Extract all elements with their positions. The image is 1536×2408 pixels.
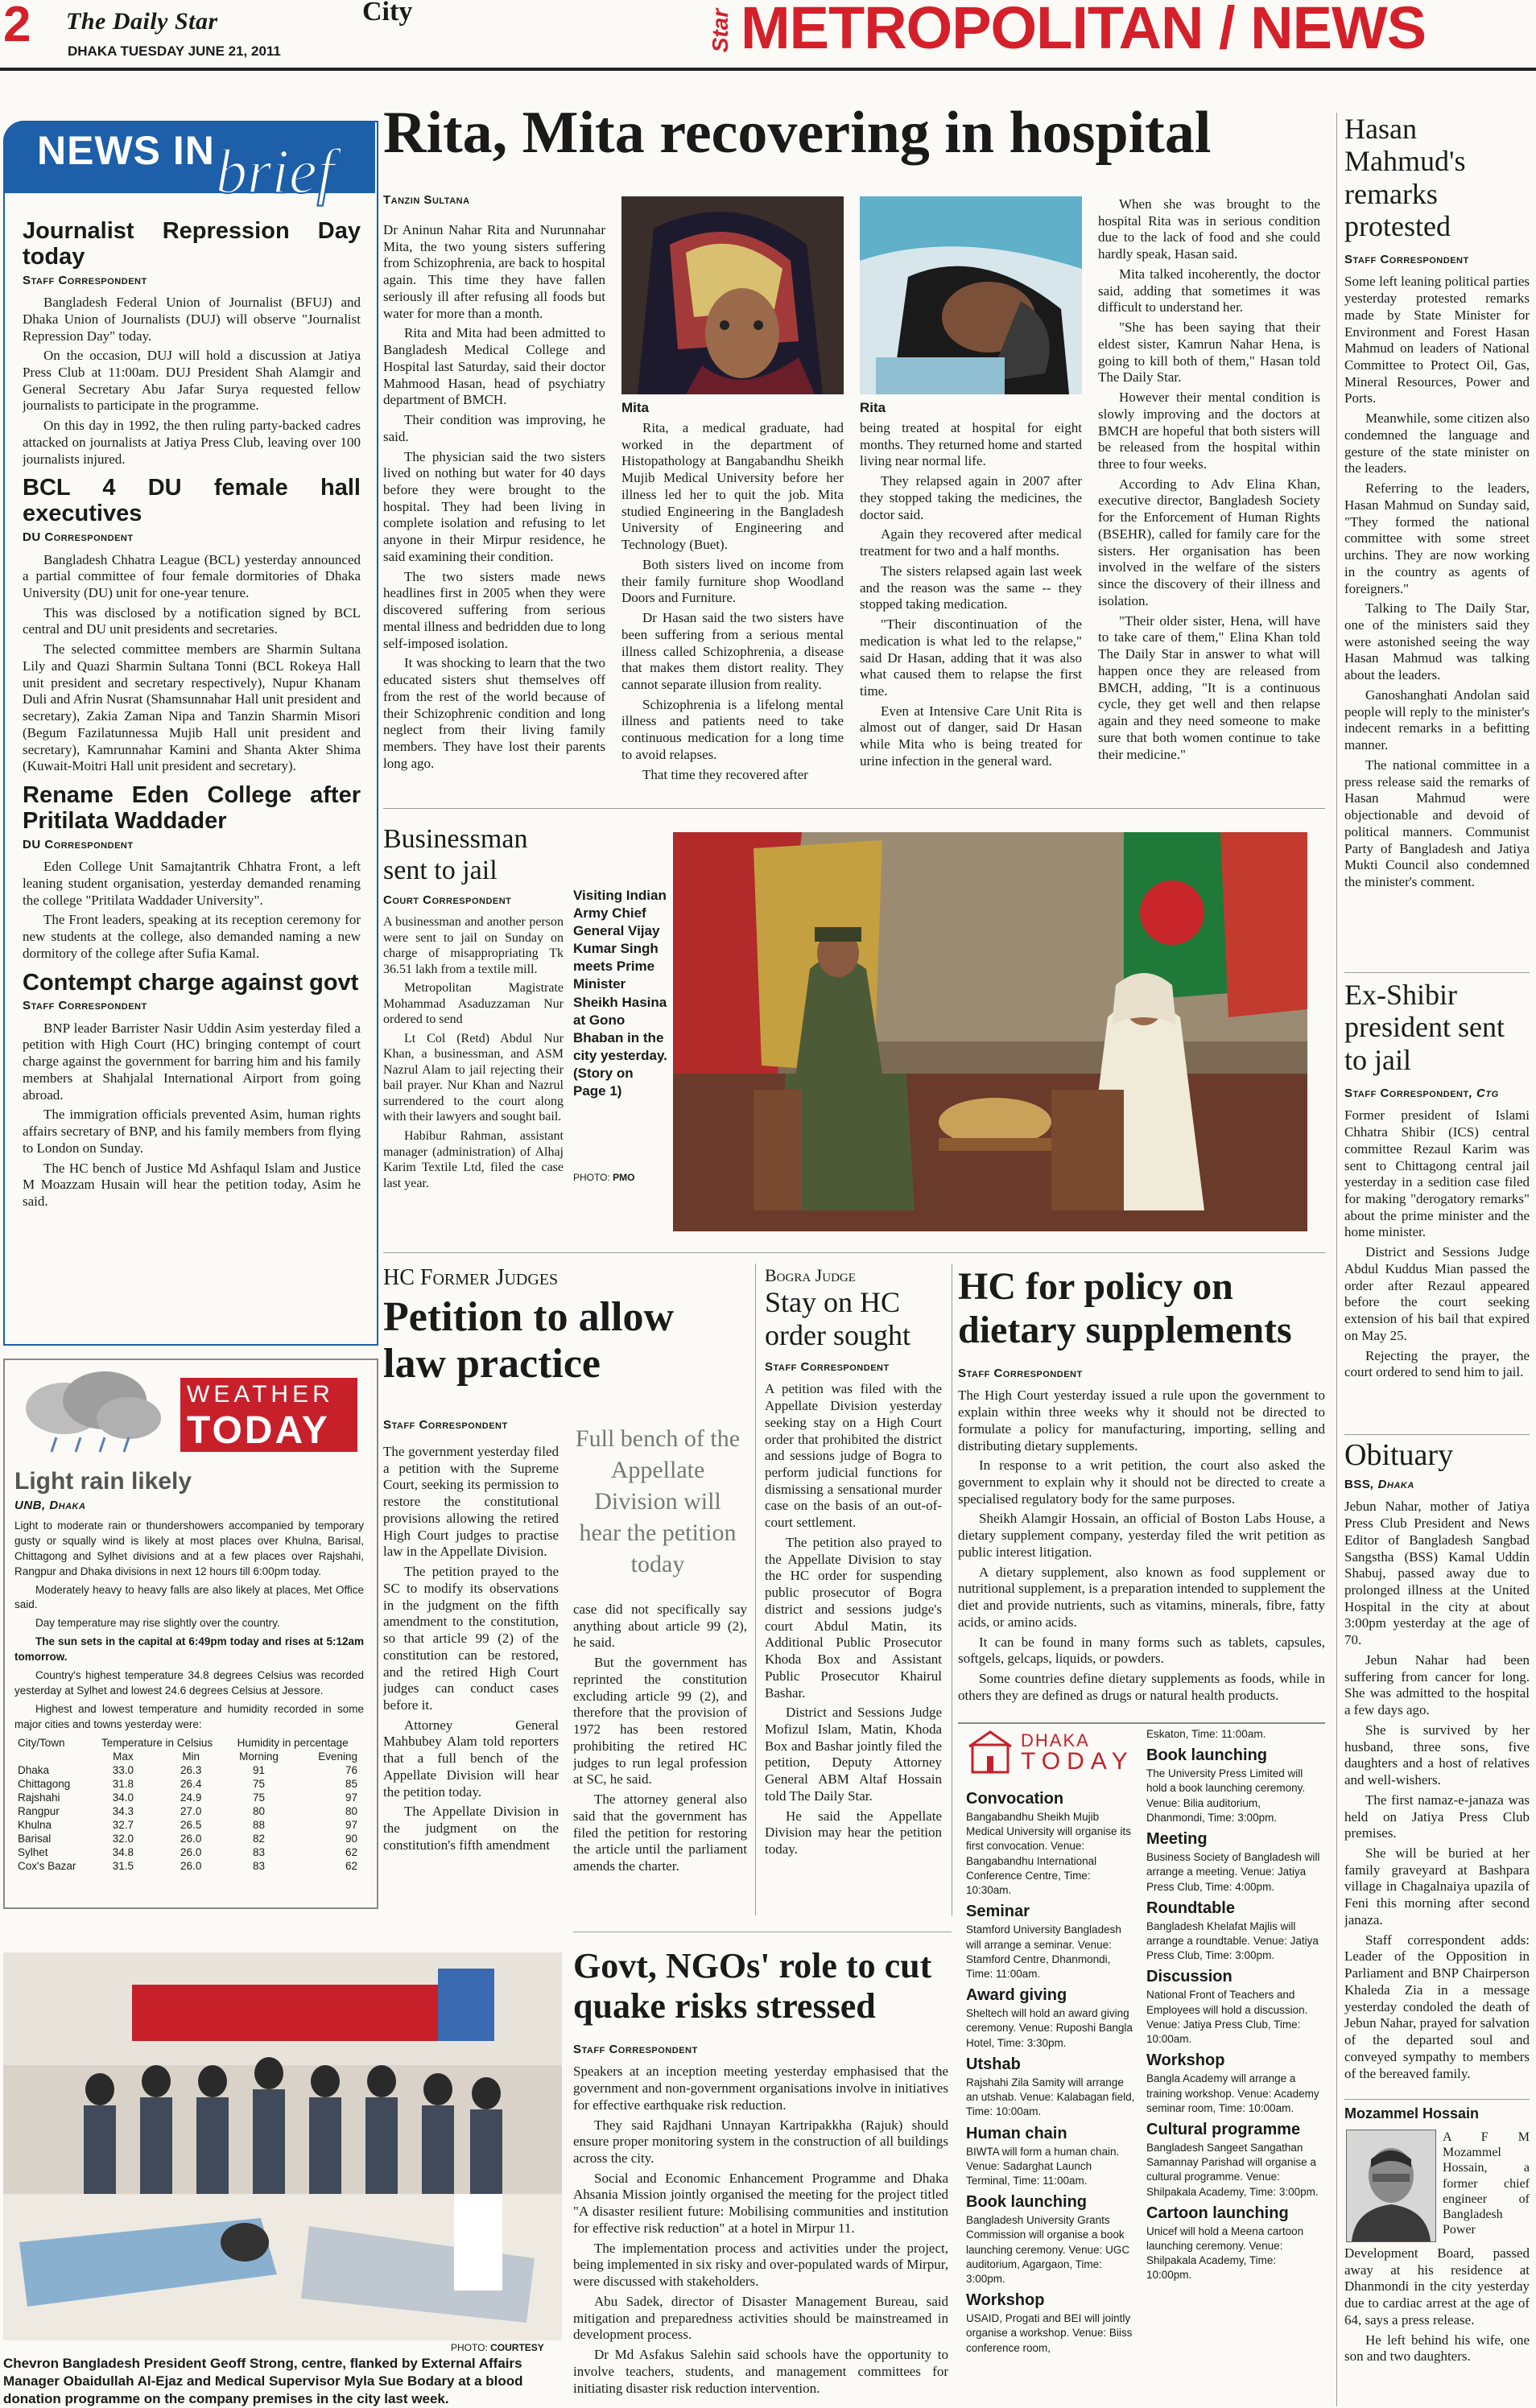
- weather-para: Moderately heavy to heavy falls are also likely at places, Met Office said.: [14, 1583, 364, 1611]
- dietary-para: In response to a writ petition, the court also asked the government to explain why it should not be directed to create a specialised regulatory body for the same purposes.: [958, 1458, 1325, 1507]
- dhaka-today-col-1: [966, 1785, 1138, 2405]
- mozammel-text-side: A F M Mozammel Hossain, a former chief engineer of Bangladesh Power: [1443, 2130, 1530, 2237]
- dhaka-today-title-b: TODAY: [1021, 1748, 1134, 1775]
- weather-th-temp: Temperature in Celsius: [101, 1736, 213, 1749]
- event-body: Sheltech will hold an award giving ceremony. Venue: Ruposhi Bangla Hotel, Time: 3:30pm.: [966, 2007, 1133, 2049]
- weather-credit: UNB, Dhaka: [14, 1499, 86, 1512]
- lead-col-3: [860, 420, 1082, 795]
- obituary-para: She will be buried at her family graveyard at Bashpara village in Chagalnaiya upazila of Feni this morning after second janaza.: [1344, 1845, 1530, 1928]
- brief-para: The HC bench of Justice Md Ashfaqul Islam and Justice M Moazzam Husain will hear the petition today, Asim he said.: [23, 1160, 361, 1210]
- exshibir-para: Former president of Islami Chhatra Shibir (ICS) central committee Rezaul Karim was sent to Chittagong central jail yesterday in a sedition case filed for making "derogatory remarks" about the prime minister and the home minister.: [1344, 1107, 1530, 1240]
- exshibir-para: District and Sessions Judge Abdul Kuddus Mian passed the order after Rezaul appeared before the court seeking extension of his bail that expired on May 25.: [1344, 1244, 1530, 1343]
- businessman-headline: Businessman sent to jail: [383, 824, 528, 885]
- bogra-credit: Staff Correspondent: [765, 1360, 890, 1374]
- exshibir-para: Rejecting the prayer, the court ordered to send him to jail.: [1344, 1347, 1530, 1380]
- lead-para: Again they recovered after medical treatment for two and a half months.: [860, 526, 1082, 559]
- brief-credit-1: Staff Correspondent: [23, 273, 147, 287]
- lead-credit: Tanzin Sultana: [383, 193, 470, 207]
- petition-para: The petition prayed to the SC to modify its observations in the judgment on the fifth amendment to the constitution, so that article 99 (2) of the constitution can be restored, and the retired High Court judges can conduct cases before it.: [383, 1564, 559, 1713]
- lead-headline: Rita, Mita recovering in hospital: [383, 100, 1212, 166]
- brief-para: The selected committee members are Sharmin Sultana Lily and Quazi Sharmin Sultana Tonni (BCL Rokeya Hall unit president and secretary respectively), Nupur Khanam Duli and Afrin Nusrat (Shamsunnahar Hall unit president and secretary), Zakia Zaman Nipa and Tanzin Sharmin Misori (Begum Fazilatunnessa Mujib Hall unit president and secretary), Kamrunnahar Kamini and Shanta Akter Shima (Kuwait-Moitri Hall unit president and secretary).: [23, 641, 361, 774]
- column-rule: [1336, 113, 1337, 2406]
- businessman-para: Habibur Rahman, assistant manager (administration) of Alhaj Karim Textile Ltd, filed the case last year.: [383, 1129, 564, 1190]
- weather-content: [14, 1468, 364, 1903]
- star-mark: Star: [708, 8, 733, 53]
- table-row: Rangpur 34.3 27.0 80 80: [18, 1804, 357, 1817]
- brief-headline-3: Rename Eden College after Pritilata Waddader: [23, 782, 361, 834]
- page-number: 2: [3, 0, 31, 52]
- businessman-credit: Court Correspondent: [383, 893, 512, 907]
- businessman-para: A businessman and another person were sent to jail on Sunday on charge of misappropriating Tk 36.51 lakh from a textile mill.: [383, 915, 564, 976]
- event-title: Book launching: [966, 2193, 1087, 2212]
- event-title: Workshop: [966, 2291, 1045, 2310]
- table-row: Sylhet 34.8 26.0 83 62: [18, 1845, 357, 1858]
- news-in-brief-content: [23, 211, 361, 1338]
- event-body: BIWTA will form a human chain. Venue: Sadarghat Launch Terminal, Time: 11:00am.: [966, 2145, 1120, 2187]
- brief-title: brief: [216, 136, 335, 206]
- weather-th-city: City/Town: [18, 1736, 65, 1749]
- petition-para: Attorney General Mahbubey Alam told reporters that a full bench of the Appellate Division will hear the petition today.: [383, 1717, 559, 1800]
- quake-para: Social and Economic Enhancement Programme and Dhaka Ahsania Mission jointly organised the meeting for the project titled "A disaster resilient future: Mobilising communities and institution for effective risk reduction" at a hotel in Mirpur 11.: [573, 2170, 948, 2236]
- table-row: Chittagong 31.8 26.4 75 85: [18, 1777, 357, 1790]
- petition-para: case did not specifically say anything about article 99 (2), he said.: [573, 1602, 747, 1651]
- lead-para: The physician said the two sisters lived on nothing but water for 40 days before they were brought to the hospital. They had been living in complete isolation and refusing to let anyone in their Mirpur residence, he said examining their condition.: [383, 448, 605, 564]
- dietary-para: Some countries define dietary supplements as foods, while in others they are defined as drugs or natural health products.: [958, 1671, 1325, 1703]
- quake-para: The implementation process and activities under the project, being implemented in six risky and over-populated wards of Mirpur, were discussed with stakeholders.: [573, 2240, 948, 2290]
- petition-kicker: HC Former Judges: [383, 1265, 559, 1290]
- table-row: Cox's Bazar 31.5 26.0 83 62: [18, 1859, 357, 1872]
- lead-col-4: [1098, 196, 1320, 795]
- lead-para: "She has been saying that their eldest sister, Kamrun Nahar Hena, is going to kill both of them," Hasan told The Daily Star.: [1098, 320, 1320, 386]
- mozammel-photo: [1346, 2130, 1436, 2242]
- quake-headline: Govt, NGOs' role to cut quake risks stressed: [573, 1946, 932, 2027]
- event-body: USAID, Progati and BEI will jointly organise a workshop. Venue: Biiss conference room,: [966, 2312, 1133, 2354]
- table-row: Khulna 32.7 26.5 88 97: [18, 1818, 357, 1831]
- brief-headline-1: Journalist Repression Day today: [23, 218, 361, 270]
- weather-para: The sun sets in the capital at 6:49pm today and rises at 5:12am tomorrow.: [14, 1635, 364, 1664]
- dhaka-today-col-2: [1146, 1727, 1320, 2405]
- lead-para: Rita, a medical graduate, had worked in the department of Histopathology at Bangabandhu Sheikh Mujib Medical University before her illness led her to quit the job. Mita studied Engineering in the Bangladesh University of Engineering and Technology (Buet).: [621, 420, 844, 553]
- chevron-photo-credit: [451, 2342, 544, 2353]
- lead-para: "Their older sister, Hena, will have to take care of them," Elina Khan told The Daily Star in answer to what will happen once they are released from BMCH, adding, "It is a continuous cycle, they get well and then relapse again and they need someone to make sure that both women continue to take their medicine.": [1098, 612, 1320, 762]
- event-title: Roundtable: [1146, 1899, 1235, 1917]
- businessman-para: Metropolitan Magistrate Mohammad Asaduzzaman Nur ordered to send: [383, 981, 564, 1027]
- hasan-credit: Staff Correspondent: [1344, 253, 1469, 266]
- hasan-para: Ganoshanghati Andolan said people will reply to the minister's indecent remarks in a befitting manner.: [1344, 687, 1530, 753]
- lead-para: That time they recovered after: [642, 766, 808, 782]
- weather-th-max: Max: [113, 1750, 134, 1763]
- lead-col-1: [383, 222, 605, 795]
- event-body: The University Press Limited will hold a book launching ceremony. Venue: Bilia auditorium, Dhanmondi, Time: 3:00pm.: [1146, 1767, 1306, 1824]
- rita-caption: Rita: [860, 400, 886, 415]
- dhaka-today-title-a: DHAKA: [1021, 1730, 1090, 1750]
- photo-credit: PMO: [613, 1172, 635, 1183]
- event-title: Meeting: [1146, 1830, 1208, 1849]
- lead-para: They relapsed again in 2007 after they stopped taking the medicines, the doctor said.: [860, 473, 1082, 522]
- quake-credit: Staff Correspondent: [573, 2043, 698, 2056]
- mita-photo: [621, 196, 844, 394]
- obituary-title: Obituary: [1344, 1438, 1454, 1472]
- petition-para: The attorney general also said that the government has filed the petition for restoring the article until the parliament amends the charter.: [573, 1792, 747, 1874]
- photo-credit: COURTESY: [490, 2342, 544, 2353]
- petition-col-2: [573, 1602, 747, 1919]
- hasan-headline: Hasan Mahmud's remarks protested: [1344, 113, 1466, 242]
- chevron-photo-caption: Chevron Bangladesh President Geoff Strong, centre, flanked by External Affairs Manager Obaidullah Al-Ejaz and Medical Supervisor Myla Sue Bodary at a blood donation programme on the company premises in the city last week.: [3, 2356, 523, 2406]
- event-body: Bangladesh Sangeet Sangathan Samannay Parishad will organise a cultural programme. Venue: Shilpakala Academy, Time: 3:00pm.: [1146, 2141, 1319, 2198]
- table-row: Dhaka 33.0 26.3 91 76: [18, 1763, 357, 1776]
- businessman-story: [383, 893, 564, 1272]
- quake-story: [573, 2043, 948, 2405]
- brief-para: BNP leader Barrister Nasir Uddin Asim yesterday filed a petition with High Court (HC) bringing contempt of court charge against the government for barring him and his family members at Shahjalal International Airport from going abroad.: [23, 1020, 361, 1103]
- bogra-para: District and Sessions Judge Mofizul Islam, Matin, Khoda Box and Bashar jointly filed the petition, Deputy Attorney General ABM Altaf Hossain told The Daily Star.: [765, 1705, 942, 1804]
- section-rule: [383, 1252, 1325, 1253]
- petition-col-1: [383, 1444, 559, 1919]
- dietary-para: A dietary supplement, also known as food supplement or nutritional supplement, is a preparation intended to supplement the diet and provide nutrients, such as vitamins, minerals, fibre, fatty acids, or amino acids.: [958, 1564, 1325, 1630]
- lead-para: However their mental condition is slowly improving and the doctors at BMCH are hopeful that both sisters will be released from the hospital within three to four weeks.: [1098, 390, 1320, 472]
- obituary-credit: BSS: [1344, 1478, 1371, 1491]
- event-body: Bangla Academy will arrange a training workshop. Venue: Academy seminar room, Time: 10:00am.: [1146, 2072, 1319, 2114]
- lead-para: The two sisters made news headlines first in 2005 when they were discovered suffering from serious mental illness and bedridden due to long self-imposed isolation.: [383, 568, 605, 651]
- event-body: Bangladesh University Grants Commission will organise a book launching ceremony. Venue: UGC auditorium, Agargaon, Time: 3:00pm.: [966, 2214, 1130, 2286]
- mozammel-text: [1344, 2245, 1530, 2406]
- event-title: Convocation: [966, 1790, 1064, 1808]
- lead-para: Dr Aninun Nahar Rita and Nurunnahar Mita, the two young sisters suffering from Schizophrenia, are back to hospital again. This time they have fallen seriously ill after refusing all foods but water for more than a month.: [383, 222, 605, 321]
- lead-para: "Their discontinuation of the medication is what led to the relapse," said Dr Hasan, adding that it was also what caused them to relapse the first time.: [860, 616, 1082, 699]
- news-in-title: NEWS IN: [37, 128, 215, 173]
- masthead-rule: [0, 68, 1536, 71]
- lead-col-2: [621, 420, 844, 795]
- brief-credit-4: Staff Correspondent: [23, 999, 147, 1013]
- quake-para: Speakers at an inception meeting yesterday emphasised that the government and non-government organisations involve in initiatives for effective earthquake risk reduction.: [573, 2064, 948, 2113]
- event-body: Eskaton, Time: 11:00am.: [1146, 1728, 1266, 1740]
- bogra-para: A petition was filed with the Appellate Division yesterday seeking stay on a High Court order that prohibited the district and sessions judge of Bogra to perform judicial functions for dismissing a sensational murder case on the basis of an out-of-court settlement.: [765, 1381, 942, 1531]
- section-rule: [1344, 2099, 1530, 2100]
- lead-para: The sisters relapsed again last week and the reason was the same -- they stopped taking medication.: [860, 563, 1082, 612]
- rita-photo: [860, 196, 1082, 394]
- event-body: Stamford University Bangladesh will arrange a seminar. Venue: Stamford Centre, Dhanmondi, Time: 11:00am.: [966, 1924, 1121, 1980]
- event-title: Discussion: [1146, 1968, 1233, 1986]
- weather-th-morning: Morning: [239, 1750, 279, 1763]
- weather-para: Light to moderate rain or thundershowers accompanied by temporary gusty or squally wind is likely at most places over Khulna, Barisal, Chittagong and Sylhet divisions and at a few places over Rajshahi, Rangpur and Dhaka divisions in next 12 hours till 6:00pm today.: [14, 1519, 364, 1577]
- petition-headline: Petition to allow law practice: [383, 1294, 675, 1387]
- hasan-para: Some left leaning political parties yesterday protested remarks made by State Minister for Environment and Forest Hasan Mahmud on leaders of National Committee to Protect Oil, Gas, Mineral Resources, Power and Ports.: [1344, 274, 1530, 406]
- brief-para: On this day in 1992, the then ruling party-backed cadres attacked on journalists at Jatiya Press Club, leaving over 100 journalists injured.: [23, 418, 361, 467]
- section-rule: [383, 808, 1325, 809]
- brief-credit-3: DU Correspondent: [23, 837, 134, 851]
- dietary-credit: Staff Correspondent: [958, 1367, 1083, 1380]
- weather-th-min: Min: [182, 1750, 200, 1763]
- event-title: Cartoon launching: [1146, 2204, 1289, 2222]
- petition-para: The Appellate Division in the judgment on the constitution's fifth amendment: [383, 1804, 559, 1853]
- event-title: Book launching: [1146, 1746, 1267, 1765]
- event-title: Human chain: [966, 2124, 1067, 2142]
- brief-headline-2: BCL 4 DU female hall executives: [23, 475, 361, 527]
- mozammel-para: Development Board, passed away at his residence at Dhanmondi in the city yesterday due to cardiac arrest at the age of 64, says a press release.: [1344, 2245, 1530, 2328]
- event-title: Cultural programme: [1146, 2120, 1301, 2138]
- exshibir-credit-place: , Ctg: [1468, 1086, 1499, 1100]
- obituary-para: Jebun Nahar, mother of Jatiya Press Club President and News Editor of Bangladesh Sangbad Sangstha (BSS) Kamal Uddin Shabuj, passed away due to prolonged illness at the United Hospital in the city at about 3:00pm yesterday at the age of 70.: [1344, 1499, 1530, 1648]
- event-title: Award giving: [966, 1986, 1067, 2005]
- section-rule: [1344, 972, 1530, 973]
- event-body: Bangladesh Khelafat Majlis will arrange a roundtable. Venue: Jatiya Press Club, Time: 3:00pm.: [1146, 1919, 1319, 1962]
- dietary-para: The High Court yesterday issued a rule upon the government to explain within three weeks why it should not be directed to formulate a policy for manufacturing, importing, selling and distributing dietary supplements.: [958, 1387, 1325, 1453]
- event-body: Bangabandhu Sheikh Mujib Medical University will organise its first convocation. Venue: Bangabandhu International Conference Centre, Time: 10:30am.: [966, 1811, 1131, 1897]
- dietary-headline: HC for policy on dietary supplements: [958, 1265, 1292, 1351]
- blood-donation-photo: [3, 1952, 562, 2340]
- mozammel-name: Mozammel Hossain: [1344, 2105, 1480, 2121]
- weather-para: Highest and lowest temperature and humidity recorded in some major cities and towns yesterday were:: [14, 1702, 364, 1730]
- event-body: Unicef will hold a Meena cartoon launching ceremony. Venue: Shilpakala Academy, Time: 10:00pm.: [1146, 2225, 1304, 2282]
- quake-para: Dr Md Asfakus Salehin said schools have the opportunity to involve teachers, students, and management committees for initiating disaster risk reduction intervention.: [573, 2347, 948, 2396]
- table-row: Rajshahi 34.0 24.9 75 97: [18, 1791, 357, 1804]
- businessman-para: Lt Col (Retd) Abdul Nur Khan, a businessman, and ASM Nazrul Alam to jail rejecting their bail prayer. Nur Khan and Nazrul surrendered to the court along with their lawyers and sought bail.: [383, 1031, 564, 1124]
- lead-para: Dr Hasan said the two sisters have been suffering from a serious mental illness called Schizophrenia, a disease that makes them distort reality. They cannot separate illusion from reality.: [621, 610, 844, 693]
- building-icon: [966, 1727, 1014, 1775]
- section-city: City: [362, 0, 413, 27]
- event-title: Workshop: [1146, 2051, 1225, 2070]
- quake-para: They said Rajdhani Unnayan Kartripakkha (Rajuk) should ensure proper monitoring system in the construction of all buildings across the city.: [573, 2117, 948, 2166]
- table-row: Barisal 32.0 26.0 82 90: [18, 1832, 357, 1845]
- bogra-kicker: Bogra Judge: [765, 1265, 856, 1285]
- dietary-story: [958, 1367, 1325, 1721]
- obituary-para: Jebun Nahar had been suffering from cancer for long. She was admitted to the hospital a few days ago.: [1344, 1651, 1530, 1718]
- lead-para: According to Adv Elina Khan, executive director, Bangladesh Society for the Enforcement of Human Rights (BSEHR), called for family care for the sisters. Her organisation has been involved in the welfare of the sisters since the discovery of their illness and isolation.: [1098, 476, 1320, 608]
- hasan-para: Talking to The Daily Star, one of the ministers said they were astonished seeing the way Hasan Mahmud was talking about the leaders.: [1344, 600, 1530, 683]
- lead-para: Schizophrenia is a lifelong mental illness and patients need to take continuous medication for a long time to avoid relapses.: [621, 696, 844, 762]
- hasan-para: Referring to the leaders, Hasan Mahmud on Sunday said, "They formed the national committee with some street urchins. They are now working in the country as agents of foreigners.": [1344, 480, 1530, 596]
- lead-para: When she was brought to the hospital Rita was in serious condition due to the lack of food and she could hardly speak, Hasan said.: [1098, 196, 1320, 262]
- column-rule: [755, 1264, 756, 1915]
- obituary-para: She is survived by her husband, three sons, five daughters and a host of relatives and well-wishers.: [1344, 1721, 1530, 1788]
- obituary-para: Staff correspondent adds: Leader of the Opposition in Parliament and BNP Chairperson Khaleda Zia in a message yesterday condoled the death of Jebun Nahar, prayed for salvation of the departed soul and conveyed sympathy to members of the bereaved family.: [1344, 1932, 1530, 2081]
- exshibir-story: [1344, 1086, 1530, 1433]
- army-photo-caption: Visiting Indian Army Chief General Vijay Kumar Singh meets Prime Minister Sheikh Hasina at Gono Bhaban in the city yesterday. (Story on Page 1): [573, 888, 667, 1099]
- weather-th-evening: Evening: [318, 1750, 357, 1763]
- dietary-para: It can be found in many forms such as tablets, capsules, softgels, gelcaps, liquids, or powders.: [958, 1634, 1325, 1667]
- weather-table: [14, 1736, 361, 1873]
- lead-para: It was shocking to learn that the two educated sisters shut themselves off from the rest of the world because of their Schizophrenic condition and long neglect from their living family members. They have lost their parents long ago.: [383, 655, 605, 771]
- lead-para: Their condition was improving, he said.: [383, 412, 605, 444]
- army-chief-photo: [673, 832, 1307, 1231]
- lead-para: Mita talked incoherently, the doctor said, adding that sometimes it was difficult to understand her.: [1098, 266, 1320, 315]
- hasan-story: [1344, 253, 1530, 974]
- event-title: Seminar: [966, 1903, 1030, 1921]
- hasan-para: The national committee in a press release said the remarks of Hasan Mahmud were objectionable and devoid of political manners. Communist Party of Bangladesh and Jatiya Mukti Council also condemned the minister's comment.: [1344, 757, 1530, 889]
- brief-para: This was disclosed by a notification signed by BCL central and DU unit presidents and secretaries.: [23, 604, 361, 637]
- mozammel-para: He left behind his wife, one son and two daughters.: [1344, 2332, 1530, 2365]
- dateline: DHAKA TUESDAY JUNE 21, 2011: [68, 43, 281, 59]
- exshibir-headline: Ex-Shibir president sent to jail: [1344, 979, 1505, 1076]
- obituary-credit-line: [1344, 1478, 1530, 1492]
- bogra-headline: Stay on HC order sought: [765, 1286, 910, 1352]
- photo-credit-label: PHOTO:: [451, 2342, 488, 2353]
- today-title: TODAY: [187, 1409, 330, 1452]
- brief-para: Eden College Unit Samajtantrik Chhatra Front, a left leaning student organisation, yesterday demanded renaming the college "Pritilata Waddader University".: [23, 859, 361, 908]
- mita-caption: Mita: [621, 400, 649, 415]
- lead-para: Even at Intensive Care Unit Rita is almost out of danger, said Dr Hasan while Mita who is being treated for urine infection in the general ward.: [860, 703, 1082, 769]
- weather-th-hum: Humidity in percentage: [237, 1736, 349, 1749]
- obituary-para: The first namaz-e-janaza was held on Jatiya Press Club premises.: [1344, 1792, 1530, 1841]
- obituary-story: [1344, 1478, 1530, 2097]
- obituary-credit-place: , Dhaka: [1370, 1478, 1414, 1491]
- dietary-para: Sheikh Alamgir Hossain, an official of Boston Labs House, a dietary supplement company, yesterday filed the writ petition as public interest litigation.: [958, 1511, 1325, 1560]
- lead-para: being treated at hospital for eight months. They returned home and started living near normal life.: [860, 420, 1082, 469]
- brief-credit-2: DU Correspondent: [23, 530, 134, 545]
- weather-headline: Light rain likely: [14, 1468, 192, 1495]
- bogra-para: He said the Appellate Division may hear the petition today.: [765, 1808, 942, 1858]
- bogra-para: The petition also prayed to the Appellate Division to stay the HC order for suspending public prosecutor of Bogra district and sessions judge's court Abdul Matin, its Additional Public Prosecutor Khoda Box and Assistant Public Prosecutor Khairul Bashar.: [765, 1534, 942, 1701]
- brief-para: The immigration officials prevented Asim, human rights affairs secretary of BNP, and his family members from flying to London on Sunday.: [23, 1107, 361, 1156]
- brief-para: Bangladesh Chhatra League (BCL) yesterday announced a partial committee of four female dormitories of Dhaka University (DU) unit for one-year tenure.: [23, 551, 361, 600]
- event-body: Business Society of Bangladesh will arrange a meeting. Venue: Jatiya Press Club, Time: 4:00pm.: [1146, 1851, 1320, 1893]
- weather-para: Day temperature may rise slightly over the country.: [35, 1617, 280, 1630]
- event-body: Rajshahi Zila Samity will arrange an utshab. Venue: Kalabagan field, Time: 10:00am.: [966, 2076, 1135, 2118]
- petition-pullquote: Full bench of the Appellate Division will hear the petition today: [575, 1425, 741, 1577]
- petition-para: But the government has reprinted the constitution excluding article 99 (2), and therefore that the provision of 1972 has been restored prohibiting the retired HC judges to run legal profession at SC, he said.: [573, 1655, 747, 1787]
- lead-para: Both sisters lived on income from their family furniture shop Woodland Doors and Furniture.: [621, 556, 844, 606]
- exshibir-credit-line: [1344, 1086, 1530, 1101]
- logo: The Daily Star: [66, 8, 218, 35]
- section-rule: [1344, 1434, 1530, 1435]
- photo-credit-label: PHOTO:: [573, 1172, 610, 1183]
- petition-credit: Staff Correspondent: [383, 1418, 508, 1432]
- event-title: Utshab: [966, 2055, 1021, 2073]
- exshibir-credit: Staff Correspondent: [1344, 1086, 1469, 1100]
- hasan-para: Meanwhile, some citizen also condemned the language and gesture of the state minister on the leaders.: [1344, 410, 1530, 476]
- brief-para: On the occasion, DUJ will hold a discussion at Jatiya Press Club at 11:00am. DUJ President Shah Alamgir and General Secretary Abu Jafar Surya requested fellow journalists to participate in the programme.: [23, 348, 361, 414]
- weather-para: Country's highest temperature 34.8 degrees Celsius was recorded yesterday at Sylhet and lowest 24.6 degrees Celsius at Jessore.: [14, 1669, 364, 1697]
- weather-title: WEATHER: [187, 1381, 334, 1408]
- petition-para: The government yesterday filed a petition with the Supreme Court, seeking its permission to restore the constitutional provisions allowing the retired High Court judges to practise law in the Appellate Division.: [383, 1444, 559, 1560]
- cloud-rain-icon: [16, 1368, 169, 1457]
- quake-para: Abu Sadek, director of Disaster Management Bureau, said mitigation and preparedness activities should be mainstreamed in development process.: [573, 2293, 948, 2343]
- army-photo-credit: [573, 1172, 634, 1183]
- bogra-story: [765, 1360, 942, 1919]
- brief-headline-4: Contempt charge against govt: [23, 969, 359, 996]
- brief-para: Bangladesh Federal Union of Journalist (BFUJ) and Dhaka Union of Journalists (DUJ) will observe "Journalist Repression Day" today.: [23, 295, 361, 344]
- section-title: METROPOLITAN / NEWS: [741, 0, 1427, 61]
- event-body: National Front of Teachers and Employees will hold a discussion. Venue: Jatiya Press Club, Time: 10:00am.: [1146, 1989, 1308, 2046]
- brief-para: The Front leaders, speaking at its reception ceremony for new students at the college, also demanded naming a new dormitory of the college after Sufia Kamal.: [23, 912, 361, 961]
- lead-para: Rita and Mita had been admitted to Bangladesh Medical College and Hospital last Saturday, said their doctor Mahmood Hasan, head of psychiatry department of BMCH.: [383, 325, 605, 408]
